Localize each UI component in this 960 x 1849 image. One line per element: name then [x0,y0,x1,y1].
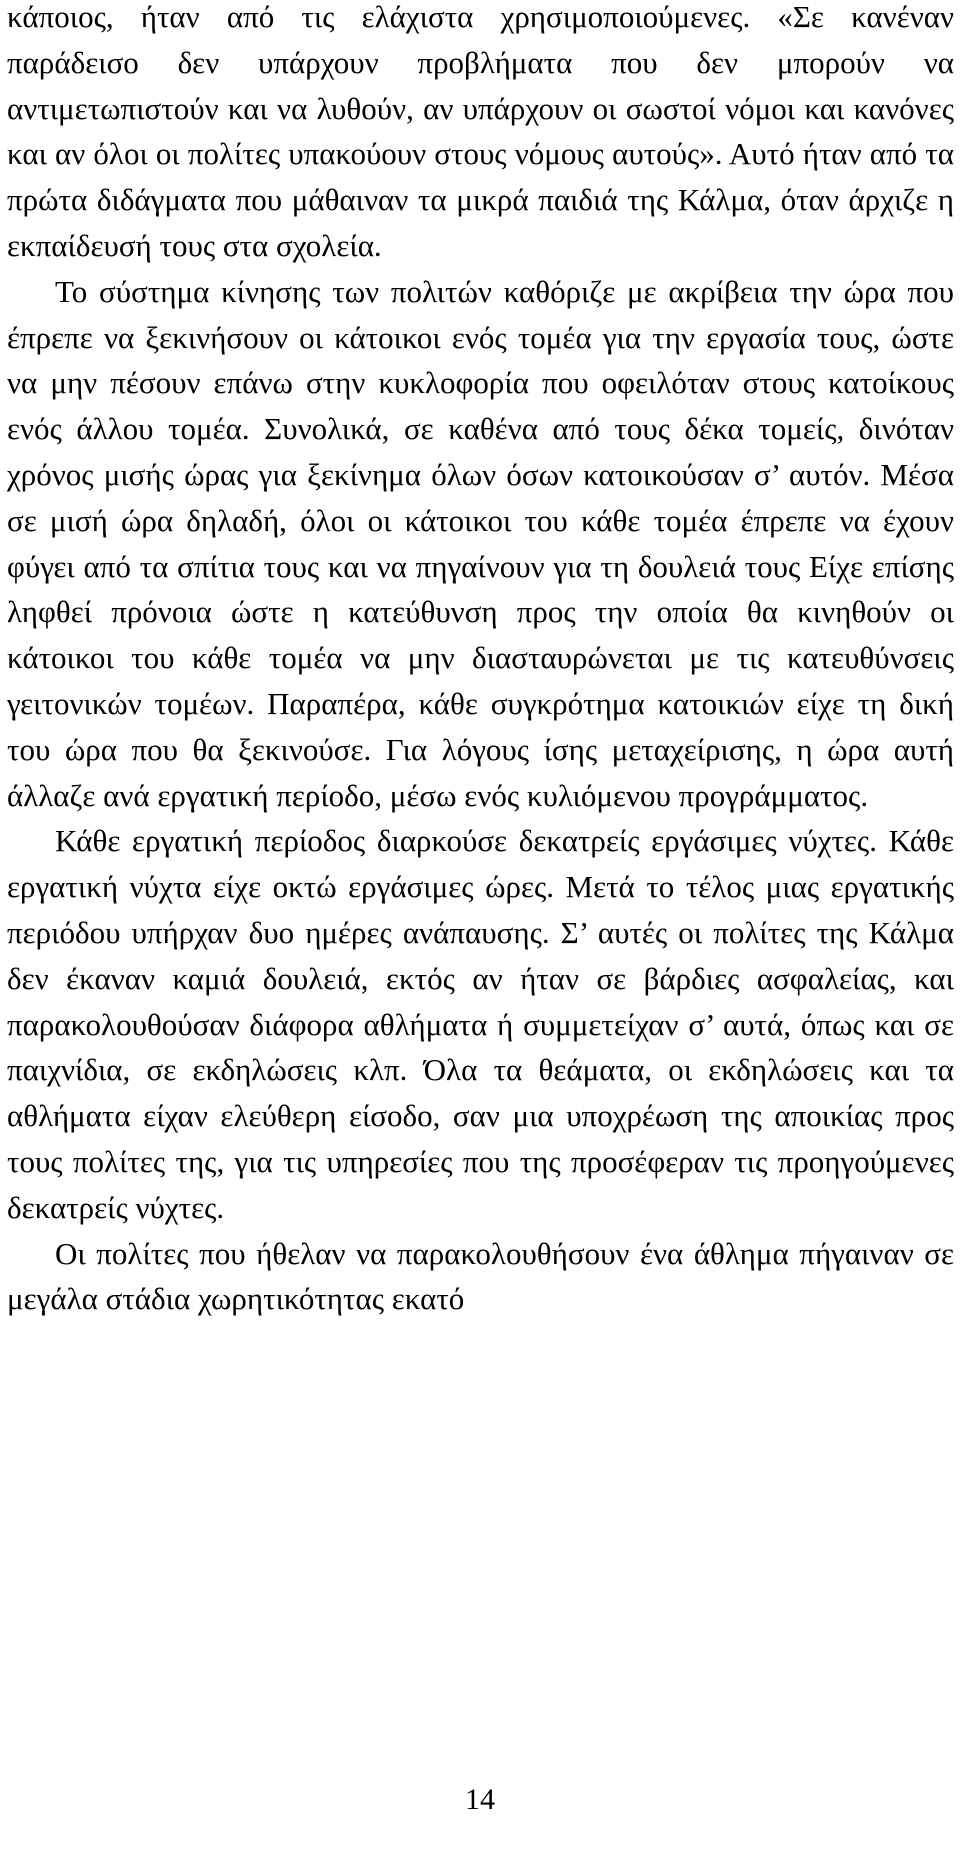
paragraph-continued: κάποιος, ήταν από τις ελάχιστα χρησιμοποιούμενες. «Σε κανέναν παράδεισο δεν υπάρχουν προβλήματα που δεν μπορούν να αντιμετωπιστούν και να λυθούν, αν υπάρχουν οι σωστοί νόμοι και κανόνες και αν όλοι οι πολίτες υπακούουν στους νόμους αυτούς». Αυτό ήταν από τα πρώτα διδάγματα που μάθαιναν τα μικρά παιδιά της Κάλμα, όταν άρχιζε η εκπαίδευσή τους στα σχολεία. [7,0,954,263]
paragraph: Οι πολίτες που ήθελαν να παρακολουθήσουν ένα άθλημα πήγαιναν σε μεγάλα στάδια χωρητικότητας εκατό [7,1235,954,1317]
body-text [7,0,954,1322]
paragraph: Το σύστημα κίνησης των πολιτών καθόριζε με ακρίβεια την ώρα που έπρεπε να ξεκινήσουν οι κάτοικοι ενός τομέα για την εργασία τους, ώστε να μην πέσουν επάνω στην κυκλοφορία που οφειλόταν στους κατοίκους ενός άλλου τομέα. Συνολικά, σε καθένα από τους δέκα τομείς, δινόταν χρόνος μισής ώρας για ξεκίνημα όλων όσων κατοικούσαν σ’ αυτόν. Μέσα σε μισή ώρα δηλαδή, όλοι οι κάτοικοι του κάθε τομέα έπρεπε να έχουν φύγει από τα σπίτια τους και να πηγαίνουν για τη δουλειά τους Είχε επίσης ληφθεί πρόνοια ώστε η κατεύθυνση προς την οποία θα κινηθούν οι κάτοικοι του κάθε τομέα να μην διασταυρώνεται με τις κατευθύνσεις γειτονικών τομέων. Παραπέρα, κάθε συγκρότημα κατοικιών είχε τη δική του ώρα που θα ξεκινούσε. Για λόγους ίσης μεταχείρισης, η ώρα αυτή άλλαζε ανά εργατική περίοδο, μέσω ενός κυλιόμενου προγράμματος. [7,273,954,813]
paragraph: Κάθε εργατική περίοδος διαρκούσε δεκατρείς εργάσιμες νύχτες. Κάθε εργατική νύχτα είχε οκτώ εργάσιμες ώρες. Μετά το τέλος μιας εργατικής περιόδου υπήρχαν δυο ημέρες ανάπαυσης. Σ’ αυτές οι πολίτες της Κάλμα δεν έκαναν καμιά δουλειά, εκτός αν ήταν σε βάρδιες ασφαλείας, και παρακολουθούσαν διάφορα αθλήματα ή συμμετείχαν σ’ αυτά, όπως και σε παιχνίδια, σε εκδηλώσεις κλπ. Όλα τα θεάματα, οι εκδηλώσεις και τα αθλήματα είχαν ελεύθερη είσοδο, σαν μια υποχρέωση της αποικίας προς τους πολίτες της, για τις υπηρεσίες που της προσέφεραν τις προηγούμενες δεκατρείς νύχτες. [7,823,954,1225]
page-number: 14 [465,1783,495,1816]
